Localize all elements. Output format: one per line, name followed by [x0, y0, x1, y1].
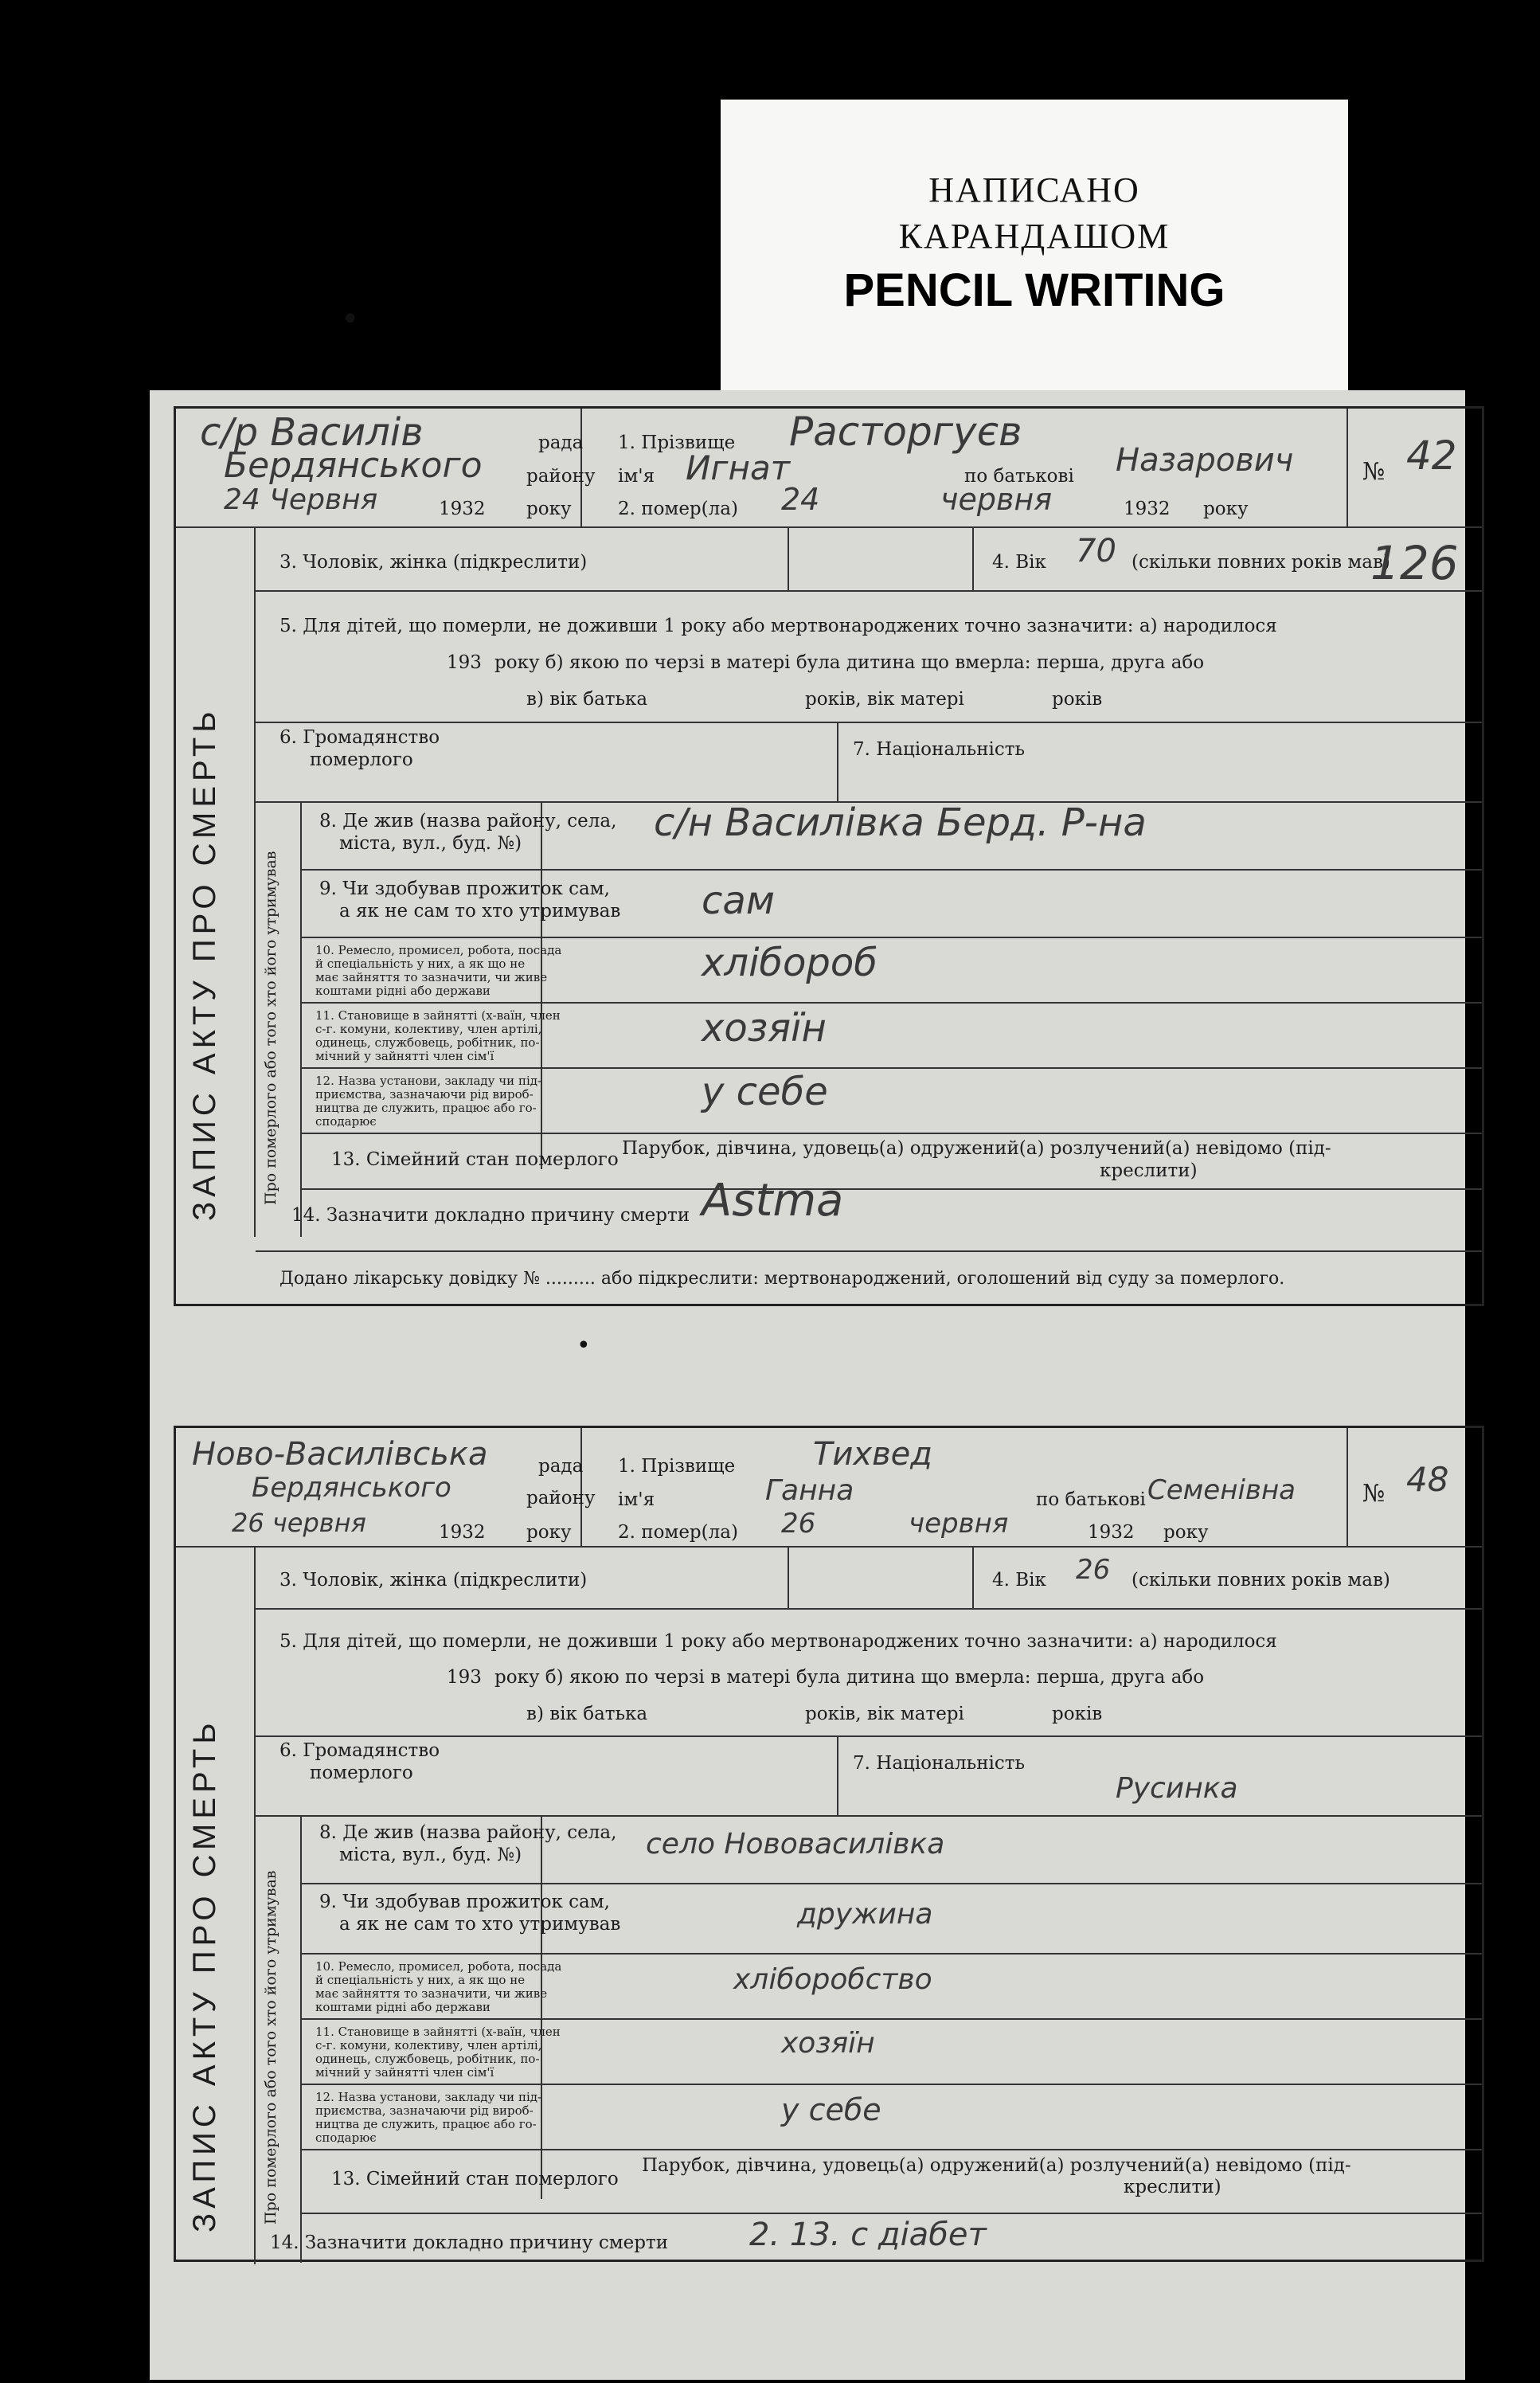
position-label-3: одинець, службовець, робітник, по-	[315, 2052, 540, 2066]
number-label: №	[1362, 458, 1386, 486]
name-value: Игнат	[686, 448, 791, 487]
citizenship-label: 6. Громадянство	[279, 727, 440, 748]
workplace-label-3: ництва де служить, працює або го-	[315, 1101, 537, 1115]
side-subtitle: Про померлого або того хто його утримував	[262, 851, 279, 1205]
died-label: 2. помер(ла)	[618, 499, 738, 519]
died-month: червня	[940, 482, 1053, 517]
surname-label: 1. Прізвище	[618, 1456, 736, 1477]
cause-value: 2. 13. с діабет	[749, 2217, 987, 2253]
father-age-label: в) вік батька	[526, 1704, 648, 1724]
council-label: рада	[538, 432, 584, 453]
marital-options-2: креслити)	[1100, 1160, 1198, 1181]
position-label-3: одинець, службовець, робітник, по-	[315, 1035, 540, 1050]
income-value: сам	[702, 878, 776, 923]
position-label-1: 11. Становище в зайнятті (х-ваїн, член	[315, 1008, 561, 1023]
marital-label: 13. Сімейний стан померлого	[331, 1149, 619, 1170]
surname-value: Тихвед	[813, 1436, 932, 1473]
stamp-line-2: КАРАНДАШОМ	[898, 217, 1171, 256]
occupation-label-3: має зайняття то зазначити, чи живе	[315, 970, 548, 984]
surname-label: 1. Прізвище	[618, 432, 736, 453]
name-label: ім'я	[618, 466, 655, 487]
age-note: (скільки повних років мав)	[1132, 1570, 1390, 1591]
nationality-value: Русинка	[1116, 1772, 1238, 1805]
father-age-label: в) вік батька	[526, 689, 648, 710]
occupation-label-4: коштами рідні або держави	[315, 984, 491, 998]
entry-date-value: 24 Червня	[224, 483, 378, 516]
workplace-label-3: ництва де служить, працює або го-	[315, 2117, 537, 2131]
sex-label: 3. Чоловік, жінка (підкреслити)	[279, 552, 588, 573]
record-number: 48	[1406, 1460, 1449, 1499]
district-value: Бердянського	[224, 445, 483, 486]
workplace-label-2: приємства, зазначаючи рід вироб-	[315, 1087, 534, 1102]
record-number: 42	[1406, 432, 1457, 479]
council-value: с/р Василів	[200, 410, 424, 455]
side-title: ЗАПИС АКТУ ПРО СМЕРТЬ	[187, 1718, 222, 2232]
residence-label: 8. Де жив (назва району, села,	[319, 1822, 617, 1843]
number-label: №	[1362, 1480, 1386, 1508]
children-line-1: 5. Для дітей, що померли, не доживши 1 року або мертвонароджених точно зазначити: а) народилося	[279, 616, 1277, 636]
mother-age-label: років, вік матері	[805, 1704, 964, 1724]
age-label: 4. Вік	[992, 1570, 1046, 1591]
residence-value: село Нововасилівка	[646, 1828, 945, 1861]
patronymic-value: Назарович	[1116, 442, 1294, 479]
income-label: 9. Чи здобував прожиток сам,	[319, 1892, 610, 1912]
died-year: 1932	[1088, 1522, 1135, 1543]
district-label: району	[526, 466, 596, 487]
citizenship-label-2: померлого	[310, 749, 413, 770]
occupation-label-2: й спеціальність у них, а як що не	[315, 1973, 526, 1987]
marital-options: Парубок, дівчина, удовець(а) одружений(а) розлучений(а) невідомо (під-	[622, 1138, 1331, 1159]
died-year-label: року	[1163, 1522, 1209, 1543]
occupation-value: хлібороб	[702, 941, 877, 985]
years-label: років	[1052, 1704, 1103, 1724]
council-value: Ново-Василівська	[192, 1436, 488, 1473]
pencil-writing-stamp	[721, 100, 1348, 390]
name-label: ім'я	[618, 1489, 655, 1510]
workplace-label-4: сподарює	[315, 1114, 377, 1129]
marital-options-2: креслити)	[1124, 2177, 1221, 2197]
district-label: району	[526, 1488, 596, 1508]
entry-date-value: 26 червня	[232, 1508, 366, 1538]
children-year-prefix: 193	[447, 652, 482, 673]
workplace-label-4: сподарює	[315, 2131, 377, 2145]
side-title: ЗАПИС АКТУ ПРО СМЕРТЬ	[187, 706, 222, 1221]
stamp-line-1: НАПИСАНО	[928, 170, 1140, 209]
died-day: 24	[781, 482, 820, 517]
cause-value: Astma	[702, 1175, 844, 1227]
death-record-form-1	[174, 406, 1484, 1306]
years-label: років	[1052, 689, 1103, 710]
surname-value: Расторгуєв	[789, 409, 1022, 455]
died-day: 26	[781, 1508, 816, 1540]
patronymic-label: по батькові	[1036, 1489, 1146, 1510]
nationality-label: 7. Національність	[853, 739, 1026, 760]
workplace-label-2: приємства, зазначаючи рід вироб-	[315, 2103, 534, 2118]
died-year-label: року	[1203, 499, 1249, 519]
children-line-1: 5. Для дітей, що померли, не доживши 1 року або мертвонароджених точно зазначити: а) народилося	[279, 1631, 1277, 1652]
children-line-2: року б) якою по черзі в матері була дитина що вмерла: перша, друга або	[494, 652, 1205, 673]
district-value: Бердянського	[252, 1472, 451, 1504]
residence-value: с/н Василівка Берд. Р-на	[654, 800, 1147, 845]
stamp-line-3: PENCIL WRITING	[843, 264, 1225, 316]
children-line-2: року б) якою по черзі в матері була дитина що вмерла: перша, друга або	[494, 1667, 1205, 1688]
name-value: Ганна	[765, 1474, 854, 1507]
workplace-value: у себе	[702, 1070, 828, 1114]
cause-label: 14. Зазначити докладно причину смерти	[270, 2232, 669, 2253]
mother-age-label: років, вік матері	[805, 689, 964, 710]
age-label: 4. Вік	[992, 552, 1046, 573]
margin-note: 126	[1370, 536, 1459, 590]
income-label-2: а як не сам то хто утримував	[339, 1914, 621, 1935]
entry-year: 1932	[439, 499, 486, 519]
side-subtitle: Про померлого або того хто його утримував	[262, 1870, 279, 2225]
income-value: дружина	[797, 1898, 933, 1931]
nationality-label: 7. Національність	[853, 1753, 1026, 1774]
income-label: 9. Чи здобував прожиток сам,	[319, 878, 610, 899]
year-label: року	[526, 499, 572, 519]
citizenship-label-2: померлого	[310, 1763, 413, 1783]
speck: •	[341, 301, 360, 338]
council-label: рада	[538, 1456, 584, 1477]
position-value: хозяїн	[781, 2027, 875, 2060]
death-record-form-2	[174, 1426, 1484, 2262]
speck: •	[577, 1332, 591, 1360]
occupation-label-1: 10. Ремесло, промисел, робота, посада	[315, 943, 562, 957]
patronymic-value: Семенівна	[1147, 1474, 1296, 1506]
occupation-label-3: має зайняття то зазначити, чи живе	[315, 1986, 548, 2001]
died-month: червня	[909, 1508, 1009, 1540]
occupation-label-4: коштами рідні або держави	[315, 2000, 491, 2014]
marital-options: Парубок, дівчина, удовець(а) одружений(а) розлучений(а) невідомо (під-	[642, 2155, 1351, 2176]
workplace-label-1: 12. Назва установи, закладу чи під-	[315, 1074, 542, 1088]
entry-year: 1932	[439, 1522, 486, 1543]
workplace-value: у себе	[781, 2092, 881, 2127]
died-label: 2. помер(ла)	[618, 1522, 738, 1543]
position-value: хозяїн	[702, 1006, 827, 1051]
occupation-value: хліборобство	[733, 1963, 932, 1996]
citizenship-label: 6. Громадянство	[279, 1740, 440, 1761]
patronymic-label: по батькові	[964, 466, 1074, 487]
position-label-4: мічний у зайнятті член сім'ї	[315, 1049, 494, 1063]
cause-label: 14. Зазначити докладно причину смерти	[291, 1205, 690, 1226]
residence-label: 8. Де жив (назва району, села,	[319, 811, 617, 832]
occupation-label-2: й спеціальність у них, а як що не	[315, 957, 526, 971]
children-year-prefix: 193	[447, 1667, 482, 1688]
footer-note: Додано лікарську довідку № ......... або підкреслити: мертвонароджений, оголошений від суду за померлого.	[279, 1269, 1285, 1289]
residence-label-2: міста, вул., буд. №)	[339, 833, 522, 854]
position-label-1: 11. Становище в зайнятті (х-ваїн, член	[315, 2025, 561, 2039]
year-label: року	[526, 1522, 572, 1543]
workplace-label-1: 12. Назва установи, закладу чи під-	[315, 2090, 542, 2104]
occupation-label-1: 10. Ремесло, промисел, робота, посада	[315, 1959, 562, 1974]
residence-label-2: міста, вул., буд. №)	[339, 1845, 522, 1865]
age-value: 26	[1076, 1554, 1111, 1586]
position-label-4: мічний у зайнятті член сім'ї	[315, 2065, 494, 2080]
position-label-2: с-г. комуни, колективу, член артілі,	[315, 1022, 542, 1036]
marital-label: 13. Сімейний стан померлого	[331, 2169, 619, 2189]
died-year: 1932	[1124, 499, 1171, 519]
sex-label: 3. Чоловік, жінка (підкреслити)	[279, 1570, 588, 1591]
age-note: (скільки повних років мав)	[1132, 552, 1390, 573]
age-value: 70	[1076, 533, 1116, 569]
position-label-2: с-г. комуни, колективу, член артілі,	[315, 2038, 542, 2052]
income-label-2: а як не сам то хто утримував	[339, 901, 621, 922]
